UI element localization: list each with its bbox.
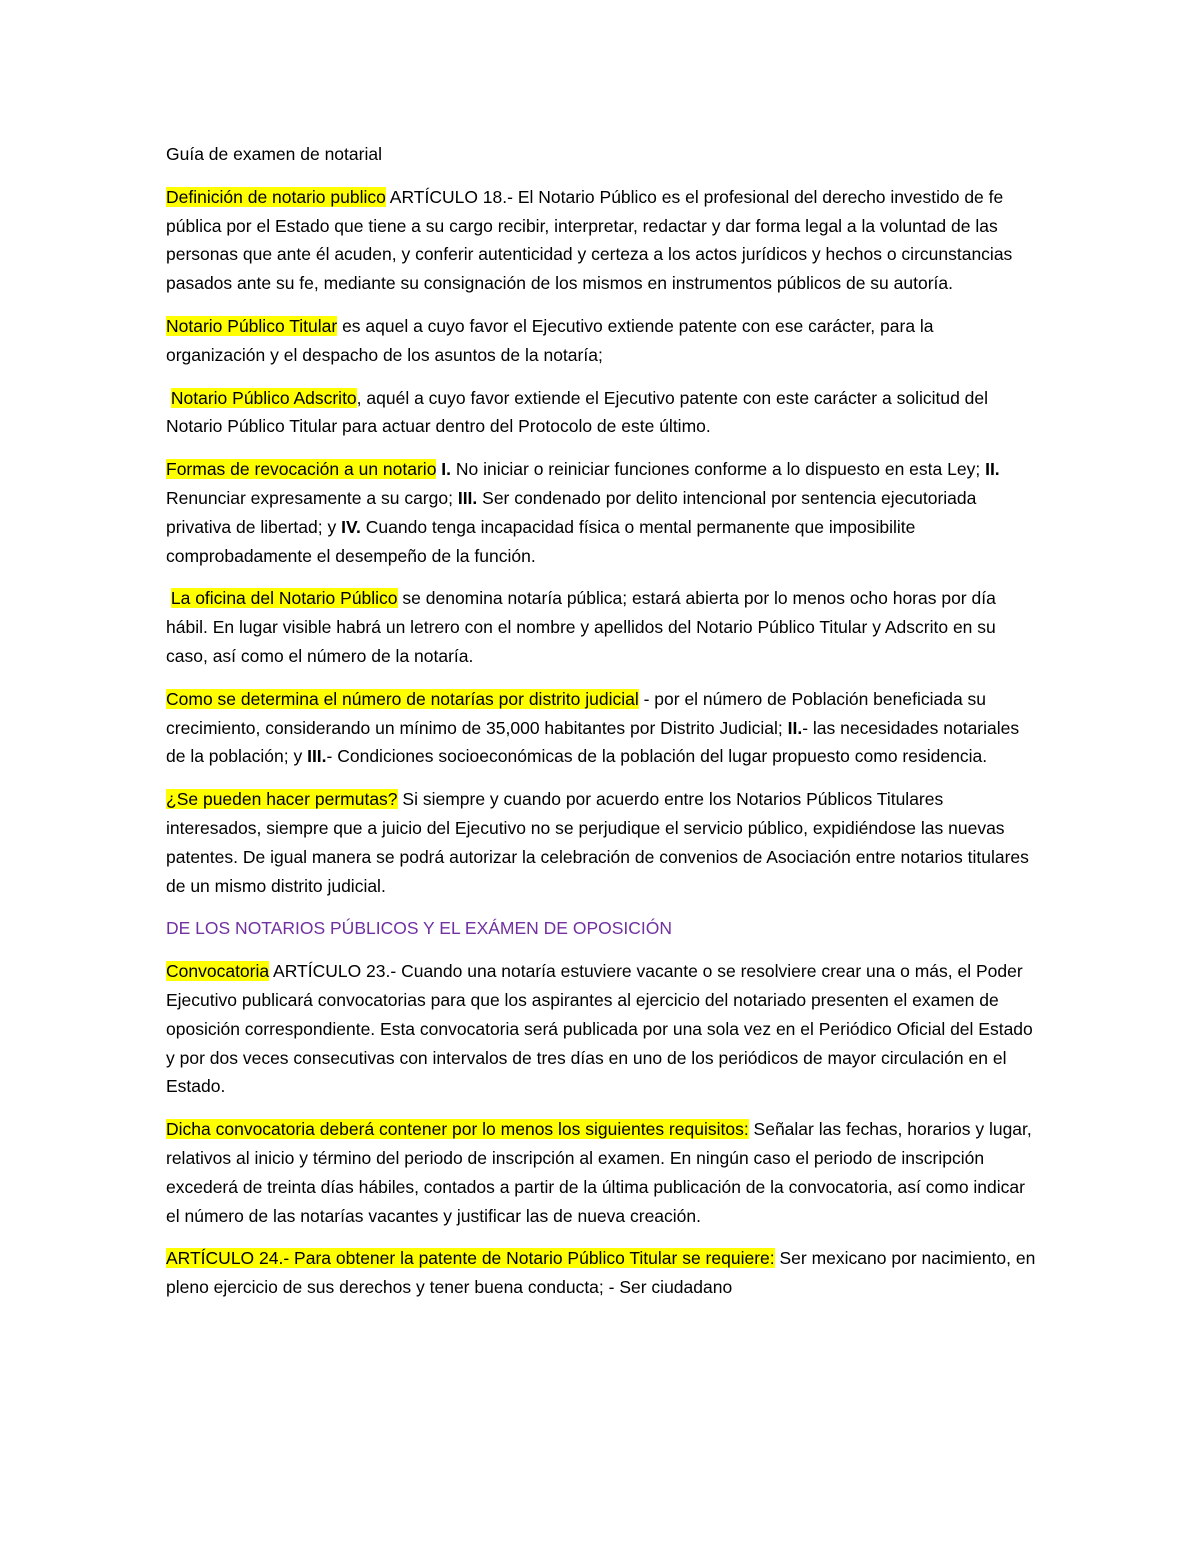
- paragraph-oficina: [166, 584, 1036, 670]
- paragraph-articulo-24: [166, 1244, 1036, 1302]
- paragraph-adscrito: [166, 384, 1036, 442]
- paragraph-definicion: [166, 183, 1036, 298]
- highlighted-term: Formas de revocación a un notario: [166, 459, 437, 480]
- paragraph-text: - Condiciones socioeconómicas de la población del lugar propuesto como residencia.: [326, 746, 988, 767]
- paragraph-text: Renunciar expresamente a su cargo;: [166, 487, 458, 508]
- document-body: [166, 140, 1036, 1316]
- highlighted-term: Notario Público Titular: [166, 315, 338, 336]
- highlighted-term: ¿Se pueden hacer permutas?: [166, 789, 398, 810]
- highlighted-term: Notario Público Adscrito: [170, 387, 357, 408]
- highlighted-term: La oficina del Notario Público: [170, 588, 398, 609]
- document-title: Guía de examen de notarial: [166, 144, 382, 164]
- highlighted-term: ARTÍCULO 24.- Para obtener la patente de Notario Público Titular se requiere:: [166, 1248, 775, 1269]
- paragraph-text: No iniciar o reiniciar funciones conforme a lo dispuesto en esta Ley;: [451, 459, 986, 480]
- paragraph-text: Señalar las fechas, horarios y lugar, relativos al inicio y término del periodo de inscripción al examen. En ningún caso el periodo de inscripción excederá de treinta días hábiles, contados a partir de la última publicación de la convocatoria, así como indicar el número de las notarías vacantes y justificar las de nueva creación.: [166, 1119, 1032, 1226]
- numeral: II.: [985, 459, 1000, 480]
- numeral: I.: [441, 459, 452, 480]
- highlighted-term: Dicha convocatoria deberá contener por lo menos los siguientes requisitos:: [166, 1119, 749, 1140]
- paragraph-text: Ser mexicano por nacimiento, en pleno ejercicio de sus derechos y tener buena conducta; - Ser ciudadano: [166, 1248, 1036, 1298]
- highlighted-term: Como se determina el número de notarías por distrito judicial: [166, 688, 639, 709]
- paragraph-text: Ser condenado por delito intencional por sentencia ejecutoriada privativa de libertad; y: [166, 487, 977, 537]
- paragraph-revocacion: [166, 455, 1036, 570]
- paragraph-text: ARTÍCULO 18.- El Notario Público es el profesional del derecho investido de fe pública por el Estado que tiene a su cargo recibir, interpretar, redactar y dar forma legal a la voluntad de las personas que ante él acuden, y conferir autenticidad y certeza a los actos jurídicos y hechos o circunstancias pasados ante su fe, mediante su consignación de los mismos en instrumentos públicos de su autoría.: [166, 186, 1013, 294]
- numeral: III.: [457, 487, 478, 508]
- numeral: IV.: [341, 516, 361, 537]
- numeral: III.: [307, 746, 327, 767]
- paragraph-text: , aquél a cuyo favor extiende el Ejecutivo patente con este carácter a solicitud del Notario Público Titular para actuar dentro del Protocolo de este último.: [166, 387, 989, 437]
- paragraph-text: ARTÍCULO 23.- Cuando una notaría estuviere vacante o se resolviere crear una o más, el Poder Ejecutivo publicará convocatorias para que los aspirantes al ejercicio del notariado presenten el examen de oposición correspondiente. Esta convocatoria será publicada por una sola vez en el Periódico Oficial del Estado y por dos veces consecutivas con intervalos de tres días en uno de los periódicos de mayor circulación en el Estado.: [166, 961, 1033, 1097]
- paragraph-text: Cuando tenga incapacidad física o mental permanente que imposibilite comprobadamente el desempeño de la función.: [166, 516, 916, 566]
- paragraph-text: es aquel a cuyo favor el Ejecutivo extiende patente con ese carácter, para la organización y el despacho de los asuntos de la notaría;: [166, 315, 934, 365]
- highlighted-term: Convocatoria: [166, 961, 270, 982]
- section-heading: DE LOS NOTARIOS PÚBLICOS Y EL EXÁMEN DE OPOSICIÓN: [166, 918, 673, 939]
- paragraph-text: se denomina notaría pública; estará abierta por lo menos ocho horas por día hábil. En lugar visible habrá un letrero con el nombre y apellidos del Notario Público Titular y Adscrito en su caso, así como el número de la notaría.: [166, 588, 996, 666]
- paragraph-requisitos-convocatoria: [166, 1115, 1036, 1230]
- paragraph-text: - las necesidades notariales de la población; y: [166, 717, 1020, 767]
- paragraph-convocatoria: [166, 957, 1036, 1101]
- paragraph-text: Si siempre y cuando por acuerdo entre los Notarios Públicos Titulares interesados, siempre que a juicio del Ejecutivo no se perjudique el servicio público, expidiéndose las nuevas patentes. De igual manera se podrá autorizar la celebración de convenios de Asociación entre notarios titulares de un mismo distrito judicial.: [166, 789, 1029, 896]
- paragraph-titular: [166, 312, 1036, 370]
- numeral: II.: [787, 717, 803, 738]
- paragraph-text: - por el número de Población beneficiada su crecimiento, considerando un mínimo de 35,000 habitantes por Distrito Judicial;: [166, 688, 987, 738]
- paragraph-permutas: [166, 785, 1036, 900]
- highlighted-term: Definición de notario publico: [166, 186, 386, 207]
- paragraph-numero-notarias: [166, 685, 1036, 771]
